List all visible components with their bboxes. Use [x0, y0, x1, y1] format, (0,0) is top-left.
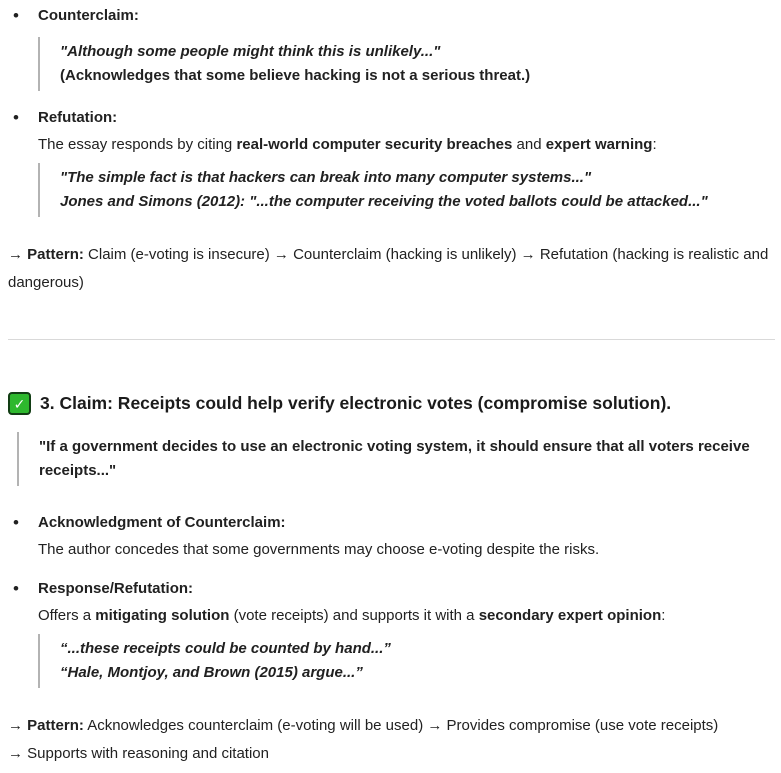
- arrow-icon: →: [8, 717, 28, 734]
- response-quote-line-2: “Hale, Montjoy, and Brown (2015) argue...”: [60, 664, 363, 681]
- response-intro-text-1: Offers a: [38, 607, 96, 624]
- response-quote-block: [38, 634, 775, 688]
- response-refutation-item: [8, 578, 775, 688]
- refutation-intro: [38, 133, 775, 157]
- refutation-intro-bold-2: expert warning: [545, 136, 653, 153]
- refutation-intro-bold-1: real-world computer security breaches: [236, 136, 513, 153]
- claim3-heading-text: 3. Claim: Receipts could help verify electronic votes (compromise solution).: [40, 393, 672, 413]
- refutation-label: [38, 107, 775, 129]
- claim3-pattern-summary: [8, 712, 775, 740]
- response-intro-bold-1: mitigating solution: [95, 607, 230, 624]
- claim3-heading: [8, 391, 775, 416]
- response-intro-text-2: (vote receipts) and supports it with a: [229, 607, 479, 624]
- arrow-icon: →: [8, 246, 28, 263]
- pattern-label: Pattern:: [27, 717, 84, 734]
- response-intro: [38, 604, 775, 628]
- acknowledgment-label-text: Acknowledgment of Counterclaim:: [38, 514, 286, 531]
- refutation-label-text: Refutation:: [38, 109, 118, 126]
- refutation-intro-text-2: and: [512, 136, 546, 153]
- evoting-pattern-summary: [8, 241, 775, 297]
- acknowledgment-label: [38, 512, 775, 534]
- refutation-quote-block: [38, 163, 775, 217]
- response-intro-bold-2: secondary expert opinion: [478, 607, 662, 624]
- claim3-pattern-summary-line2: → Supports with reasoning and citation: [8, 745, 269, 762]
- refutation-intro-text-1: The essay responds by citing: [38, 136, 237, 153]
- counterclaim-item: [8, 5, 775, 91]
- refutation-intro-text-3: :: [652, 136, 657, 153]
- response-quote-line-1: “...these receipts could be counted by hand...”: [60, 640, 391, 657]
- response-label: [38, 578, 775, 600]
- response-intro-text-3: :: [661, 607, 666, 624]
- refutation-quote-line-2: Jones and Simons (2012): "...the computer receiving the voted ballots could be attacked...": [60, 193, 708, 210]
- evoting-analysis-list: [8, 5, 775, 217]
- acknowledgment-item: [8, 512, 775, 562]
- counterclaim-quote-block: [38, 37, 775, 91]
- counterclaim-note-line: (Acknowledges that some believe hacking is not a serious threat.): [60, 67, 531, 84]
- counterclaim-label-text: Counterclaim:: [38, 7, 139, 24]
- claim3-analysis-list: [8, 512, 775, 688]
- refutation-quote-line-1: "The simple fact is that hackers can break into many computer systems...": [60, 169, 592, 186]
- refutation-item: [8, 107, 775, 217]
- acknowledgment-text: The author concedes that some governments may choose e-voting despite the risks.: [38, 541, 600, 558]
- section-divider: [8, 339, 775, 340]
- pattern-label: Pattern:: [27, 246, 84, 263]
- pattern-text: Acknowledges counterclaim (e-voting will be used) → Provides compromise (use vote receipts): [83, 717, 719, 734]
- counterclaim-label: [38, 5, 775, 27]
- claim3-quote-line: "If a government decides to use an electronic voting system, it should ensure that all voters receive receipts...": [39, 438, 750, 479]
- counterclaim-quote-line: "Although some people might think this is unlikely...": [60, 43, 441, 60]
- response-label-text: Response/Refutation:: [38, 580, 194, 597]
- claim3-quote-block: [17, 432, 775, 486]
- check-mark-icon: ✓: [8, 392, 31, 415]
- pattern-text: Claim (e-voting is insecure) → Counterclaim (hacking is unlikely) → Refutation (hacking is realistic and dangerous): [8, 246, 769, 291]
